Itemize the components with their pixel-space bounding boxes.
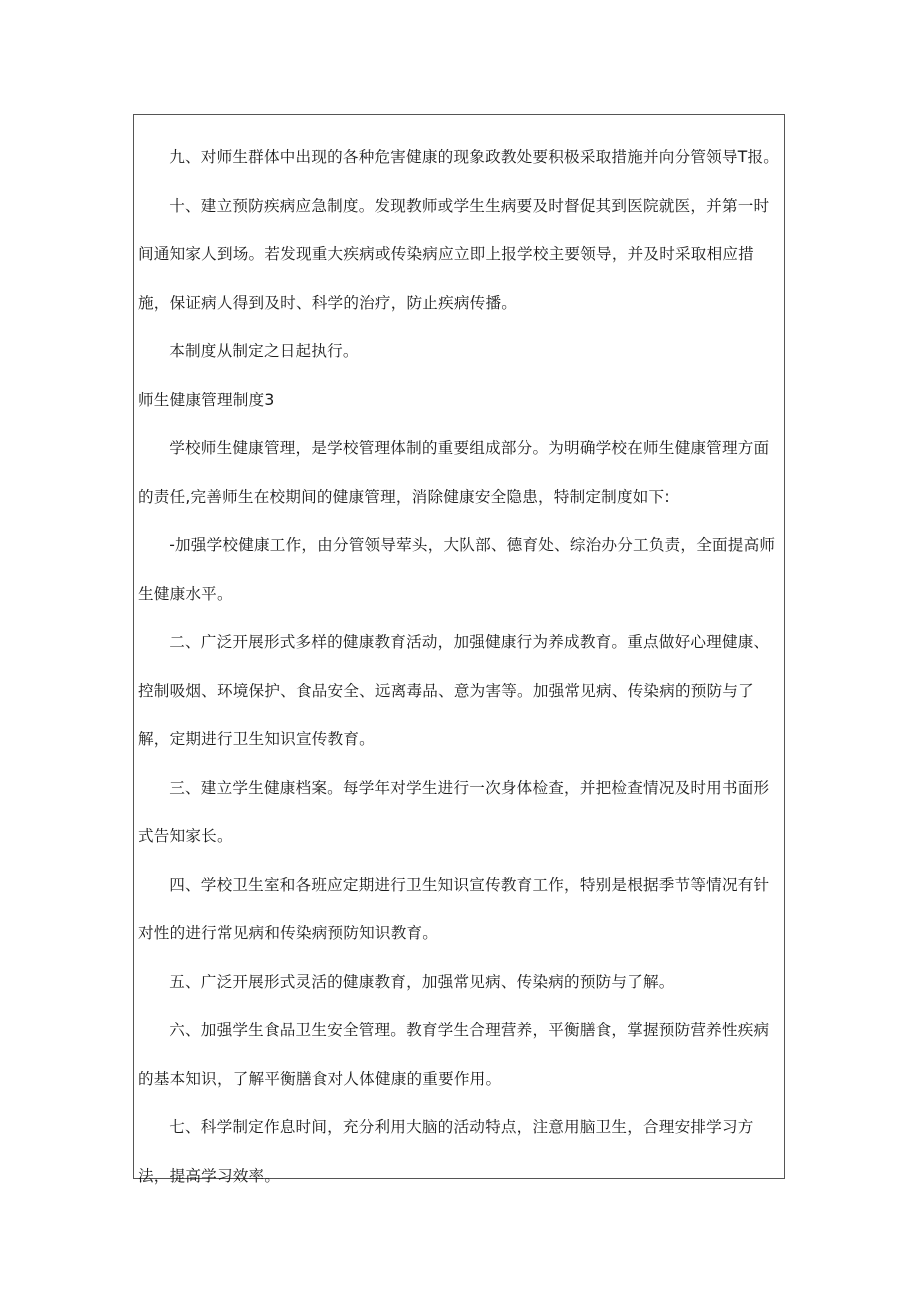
paragraph-effective-date: 本制度从制定之日起执行。	[169, 342, 359, 360]
paragraph-item-1: -加强学校健康工作，由分管领导荤头，大队部、德育处、综治办分工负责，全面提高师生健康水平。	[138, 536, 776, 603]
paragraph-item-4: 四、学校卫生室和各班应定期进行卫生知识宣传教育工作，特别是根据季节等情况有针对性的进行常见病和传染病预防知识教育。	[138, 875, 770, 942]
paragraph-item-7: 七、科学制定作息时间，充分利用大脑的活动特点，注意用脑卫生，合理安排学习方法，提高学习效率。	[138, 1118, 754, 1185]
document-body	[138, 133, 782, 1200]
paragraph-item-10: 十、建立预防疾病应急制度。发现教师或学生生病要及时督促其到医院就医，并第一时间通知家人到场。若发现重大疾病或传染病应立即上报学校主要领导，并及时采取相应措施，保证病人得到及时、科学的治疗，防止疾病传播。	[138, 196, 770, 312]
paragraph-intro: 学校师生健康管理，是学校管理体制的重要组成部分。为明确学校在师生健康管理方面的责任,完善师生在校期间的健康管理，消除健康安全隐患，特制定制度如下:	[138, 439, 770, 506]
paragraph-item-5: 五、广泛开展形式灵活的健康教育，加强常见病、传染病的预防与了解。	[169, 972, 675, 991]
document-frame	[133, 114, 785, 1185]
section-heading: 师生健康管理制度3	[138, 390, 275, 409]
paragraph-item-9: 九、对师生群体中出现的各种危害健康的现象政教处要积极采取措施并向分管领导T报。	[169, 148, 780, 166]
paragraph-item-6: 六、加强学生食品卫生安全管理。教育学生合理营养，平衡膳食，掌握预防营养性疾病的基本知识，了解平衡膳食对人体健康的重要作用。	[138, 1021, 770, 1088]
paragraph-item-2: 二、广泛开展形式多样的健康教育活动，加强健康行为养成教育。重点做好心理健康、控制吸烟、环境保护、食品安全、远离毒品、意为害等。加强常见病、传染病的预防与了解，定期进行卫生知识宣传教育。	[138, 633, 770, 748]
paragraph-item-3: 三、建立学生健康档案。每学年对学生进行一次身体检查，并把检查情况及时用书面形式告知家长。	[138, 778, 770, 845]
